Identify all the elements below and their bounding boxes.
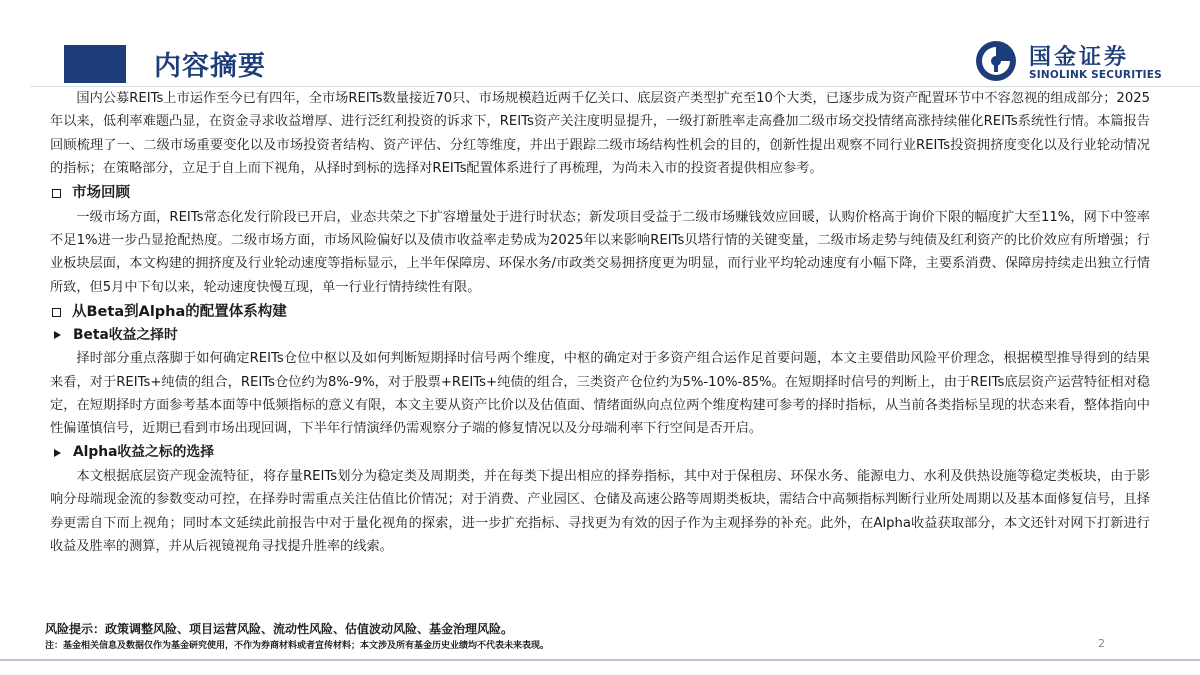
section-title-framework: 从Beta到Alpha的配置体系构建 <box>72 303 287 320</box>
arrow-bullet-icon <box>54 331 61 339</box>
disclaimer-note: 注：基金相关信息及数据仅作为基金研究使用，不作为券商材料或者宣传材料；本文涉及所有基金历史业绩均不代表未来表现。 <box>45 641 550 651</box>
square-bullet-icon <box>52 308 61 317</box>
subsection-title-beta: Beta收益之择时 <box>73 326 178 343</box>
review-paragraph: 一级市场方面，REITs常态化发行阶段已开启，业态共荣之下扩容增量处于进行时状态；新发项目受益于二级市场赚钱效应回暖，认购价格高于询价下限的幅度扩大至11%，网下中签率不足1%进一步凸显抢配热度。二级市场方面，市场风险偏好以及债市收益率走势成为2025年以来影响REITs贝塔行情的关键变量，二级市场走势与纯债及红利资产的比价效应有所增强；行业板块层面，本文构建的拥挤度及行业轮动速度等指标显示，上半年保障房、环保水务/市政类交易拥挤度更为明显，而行业平均轮动速度有小幅下降，主要系消费、保障房持续走出独立行情所致，但5月中下旬以来，轮动速度快慢互现，单一行业行情持续性有限。 <box>50 209 1150 295</box>
section-title-review: 市场回顾 <box>72 184 130 201</box>
page-title: 内容摘要 <box>154 51 266 82</box>
subsection-heading-beta <box>50 324 1150 346</box>
subsection-heading-alpha <box>50 442 1150 464</box>
sinolink-logo-icon <box>975 40 1017 82</box>
subsection-title-alpha: Alpha收益之标的选择 <box>73 444 214 461</box>
bottom-divider <box>0 659 1200 661</box>
footer <box>45 621 1145 653</box>
beta-paragraph: 择时部分重点落脚于如何确定REITs仓位中枢以及如何判断短期择时信号两个维度，中枢的确定对于多资产组合运作足首要问题，本文主要借助风险平价理念，根据模型推导得到的结果来看，对于REITs+纯债的组合，REITs仓位约为8%-9%，对于股票+REITs+纯债的组合，三类资产仓位约为5%-10%-85%。在短期择时信号的判断上，由于REITs底层资产运营特征相对稳定，在短期择时方面参考基本面等中低频指标的意义有限，本文主要从资产比价以及估值面、情绪面纵向点位两个维度构建可参考的择时指标，从当前各类指标呈现的状态来看，整体指向中性偏谨慎信号，近期已看到市场出现回调，下半年行情演绎仍需观察分子端的修复情况以及分母端利率下行空间是否开启。 <box>50 351 1150 437</box>
risk-warning: 风险提示：政策调整风险、项目运营风险、流动性风险、估值波动风险、基金治理风险。 <box>45 622 514 636</box>
logo-english-name: SINOLINK SECURITIES <box>1029 69 1162 81</box>
page-number: 2 <box>1098 637 1105 650</box>
intro-paragraph: 国内公募REITs上市运作至今已有四年，全市场REITs数量接近70只、市场规模趋近两千亿关口、底层资产类型扩充至10个大类，已逐步成为资产配置环节中不容忽视的组成部分；2025年以来，低利率难题凸显，在资金寻求收益增厚、进行泛红利投资的诉求下，REITs资产关注度明显提升，一级打新胜率走高叠加二级市场交投情绪高涨持续催化REITs系统性行情。本篇报告回顾梳理了一、二级市场重要变化以及市场投资者结构、资产评估、分红等维度，并出于跟踪二级市场结构性机会的目的，创新性提出观察不同行业REITs投资拥挤度变化以及行业轮动情况的指标；在策略部分，立足于自上而下视角，从择时到标的选择对REITs配置体系进行了再梳理，为尚未入市的投资者提供相应参考。 <box>50 91 1150 177</box>
company-logo <box>975 40 1175 84</box>
title-accent-block <box>64 45 126 83</box>
section-heading-framework <box>50 301 1150 323</box>
square-bullet-icon <box>52 189 61 198</box>
summary-content <box>50 87 1150 559</box>
alpha-paragraph: 本文根据底层资产现金流特征，将存量REITs划分为稳定类及周期类，并在每类下提出相应的择券指标，其中对于保租房、环保水务、能源电力、水利及供热设施等稳定类板块，由于影响分母端现金流的参数变动可控，在择券时需重点关注估值比价情况；对于消费、产业园区、仓储及高速公路等周期类板块，需结合中高频指标判断行业所处周期以及基本面修复信号，且择券更需自下而上视角；同时本文延续此前报告中对于量化视角的探索，进一步扩充指标、寻找更为有效的因子作为主观择券的补充。此外，在Alpha收益获取部分，本文还针对网下打新进行收益及胜率的测算，并从后视镜视角寻找提升胜率的线索。 <box>50 468 1150 555</box>
arrow-bullet-icon <box>54 449 61 457</box>
section-heading-review <box>50 183 1150 205</box>
logo-chinese-name: 国金证券 <box>1029 45 1130 70</box>
